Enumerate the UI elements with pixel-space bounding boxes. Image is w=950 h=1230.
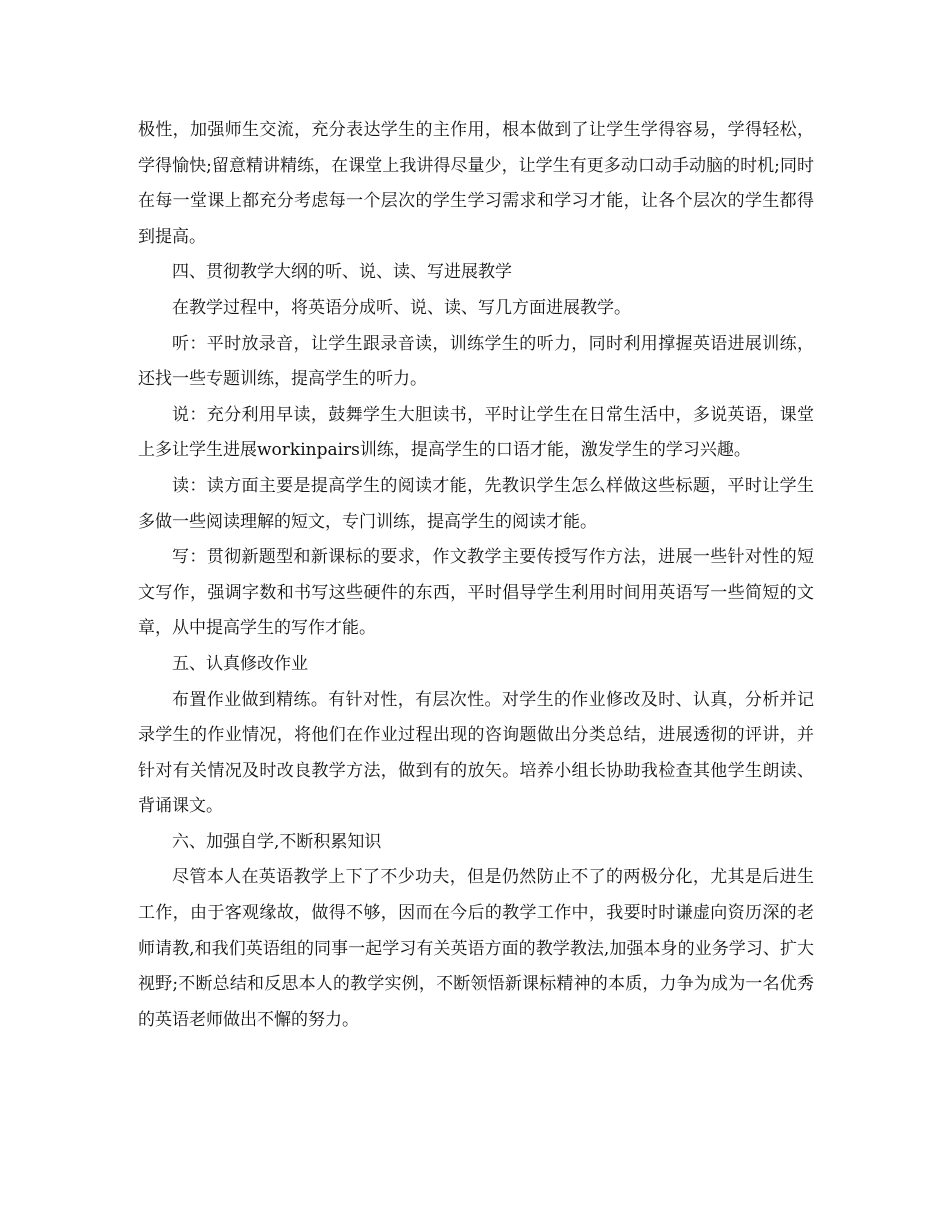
section-heading-6: 六、加强自学,不断积累知识	[172, 831, 382, 852]
paragraph-self-study: 尽管本人在英语教学上下了不少功夫，但是仍然防止不了的两极分化，尤其是后进生工作，由于客观缘故，做得不够，因而在今后的教学工作中，我要时时谦虚向资历深的老师请教,和我们英语组的同事一起学习有关英语方面的教学教法,加强本身的业务学习、扩大视野;不断总结和反思本人的教学实例，不断领悟新课标精神的本质，力争为成为一名优秀的英语老师做出不懈的努力。	[138, 867, 814, 1030]
section-heading-5: 五、认真修改作业	[172, 653, 308, 674]
paragraph-reading: 读：读方面主要是提高学生的阅读才能，先教识学生怎么样做这些标题，平时让学生多做一些阅读理解的短文，专门训练，提高学生的阅读才能。	[138, 475, 814, 532]
document-body	[138, 113, 814, 1038]
section-heading-4: 四、贯彻教学大纲的听、说、读、写进展教学	[172, 262, 512, 283]
paragraph-listening: 听：平时放录音，让学生跟录音读，训练学生的听力，同时利用撑握英语进展训练，还找一些专题训练，提高学生的听力。	[138, 333, 814, 390]
paragraph-homework: 布置作业做到精练。有针对性，有层次性。对学生的作业修改及时、认真，分析并记录学生的作业情况，将他们在作业过程出现的咨询题做出分类总结，进展透彻的评讲，并针对有关情况及时改良教学方法，做到有的放矢。培养小组长协助我检查其他学生朗读、背诵课文。	[138, 689, 814, 817]
paragraph-writing: 写：贯彻新题型和新课标的要求，作文教学主要传授写作方法，进展一些针对性的短文写作，强调字数和书写这些硬件的东西，平时倡导学生利用时间用英语写一些简短的文章，从中提高学生的写作才能。	[138, 547, 814, 639]
paragraph-1: 极性，加强师生交流，充分表达学生的主作用，根本做到了让学生学得容易，学得轻松，学得愉快;留意精讲精练，在课堂上我讲得尽量少，让学生有更多动口动手动脑的时机;同时在每一堂课上都充分考虑每一个层次的学生学习需求和学习才能，让各个层次的学生都得到提高。	[138, 120, 814, 247]
paragraph-teaching-process: 在教学过程中，将英语分成听、说、读、写几方面进展教学。	[172, 297, 631, 318]
paragraph-speaking: 说：充分利用早读，鼓舞学生大胆读书，平时让学生在日常生活中，多说英语，课堂上多让学生进展workinpairs训练，提高学生的口语才能，激发学生的学习兴趣。	[138, 404, 814, 461]
